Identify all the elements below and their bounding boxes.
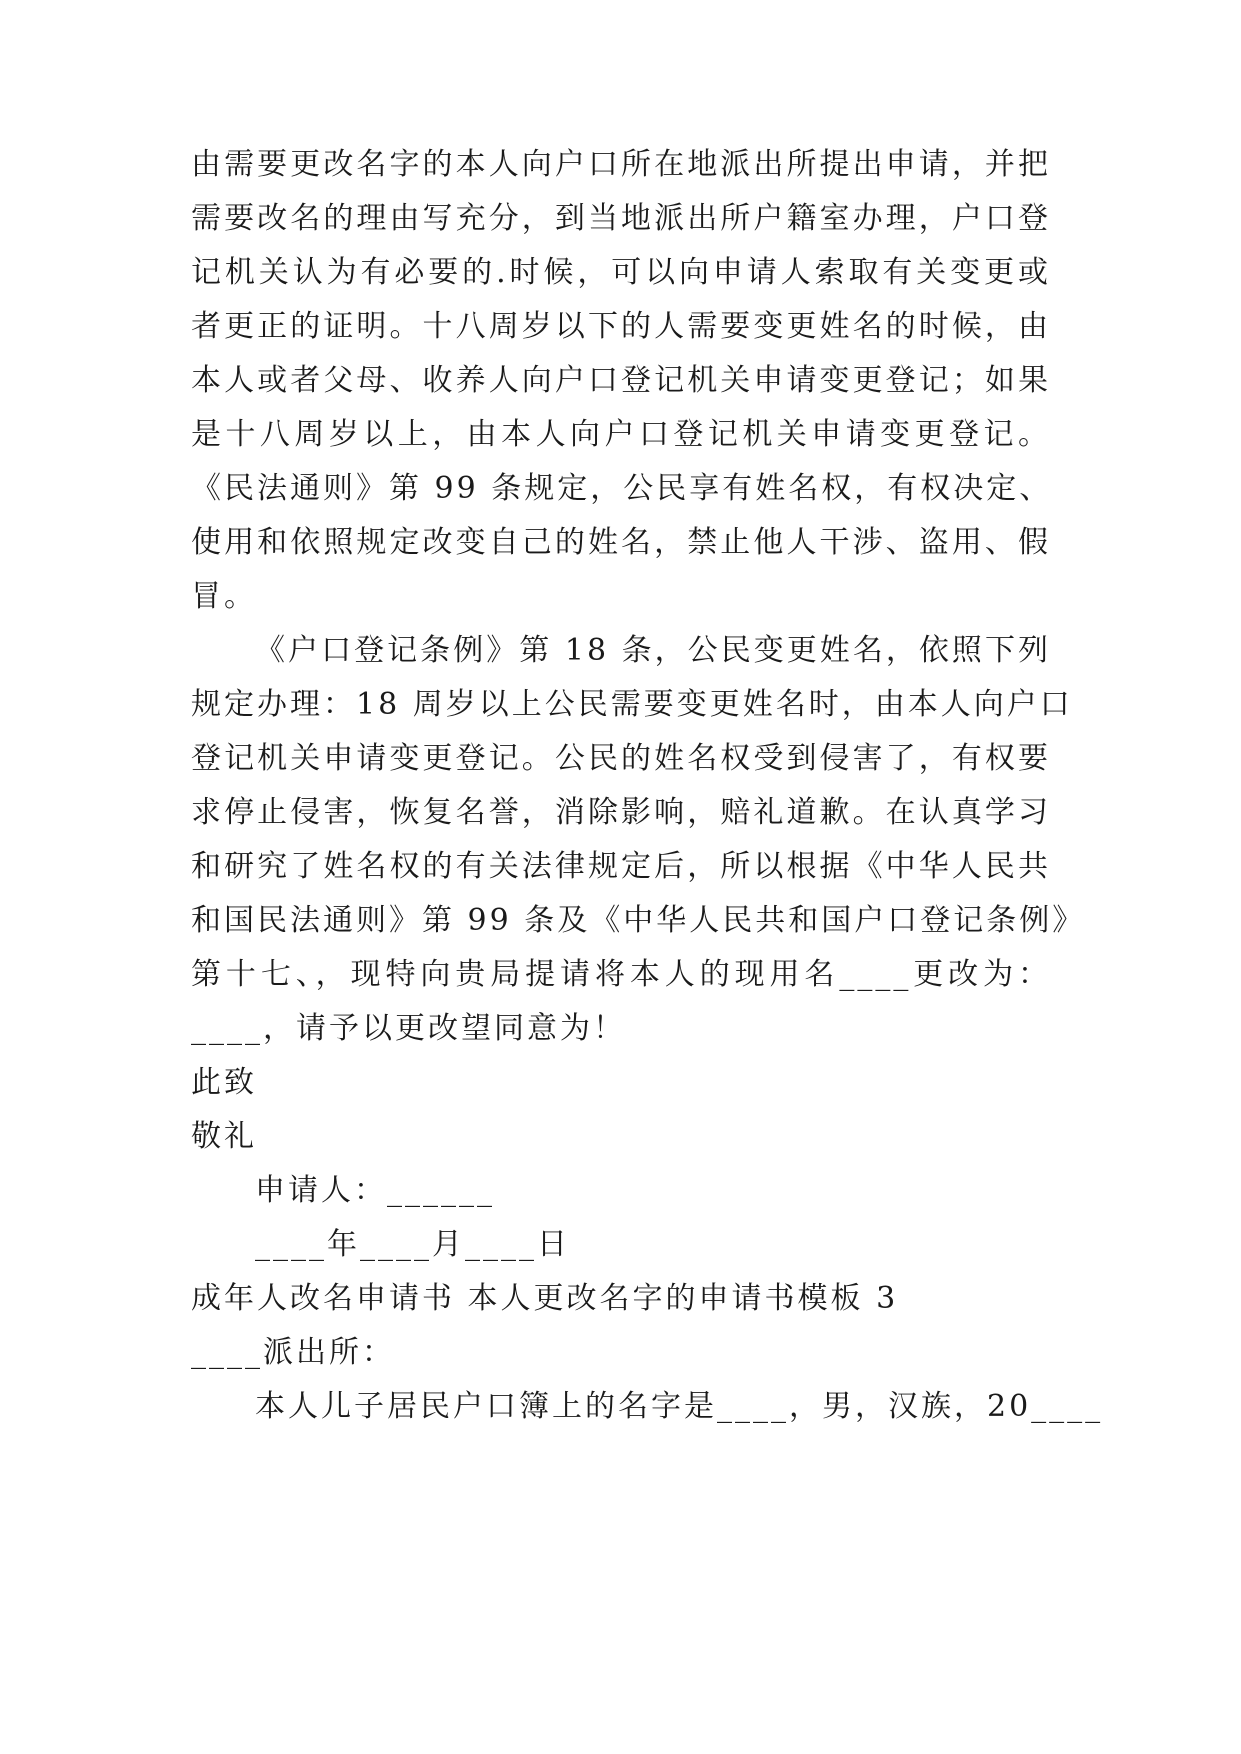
paragraph-line: 者更正的证明。十八周岁以下的人需要变更姓名的时候，由 bbox=[191, 309, 1051, 344]
paragraph-line: 规定办理：18 周岁以上公民需要变更姓名时，由本人向户口 bbox=[191, 687, 1073, 722]
paragraph-line: 和国民法通则》第 99 条及《中华人民共和国户口登记条例》 bbox=[191, 903, 1086, 938]
paragraph-line: 冒。 bbox=[191, 579, 257, 614]
applicant-line: 申请人：______ bbox=[255, 1173, 495, 1208]
paragraph-line: 使用和依照规定改变自己的姓名，禁止他人干涉、盗用、假 bbox=[191, 525, 1051, 560]
paragraph-line: 由需要更改名字的本人向户口所在地派出所提出申请，并把 bbox=[191, 147, 1051, 182]
paragraph-line: ____，请予以更改望同意为！ bbox=[191, 1011, 626, 1046]
paragraph-line: 是十八周岁以上，由本人向户口登记机关申请变更登记。 bbox=[191, 417, 1051, 452]
date-line: ____年____月____日 bbox=[255, 1227, 570, 1262]
paragraph-line: 本人儿子居民户口簿上的名字是____，男，汉族，20____ bbox=[255, 1389, 1104, 1424]
paragraph-line: 登记机关申请变更登记。公民的姓名权受到侵害了，有权要 bbox=[191, 741, 1051, 776]
paragraph-line: 求停止侵害，恢复名誉，消除影响，赔礼道歉。在认真学习 bbox=[191, 795, 1051, 830]
paragraph-line: 需要改名的理由写充分，到当地派出所户籍室办理，户口登 bbox=[191, 201, 1051, 236]
closing: 敬礼 bbox=[191, 1119, 257, 1154]
paragraph-line: 本人或者父母、收养人向户口登记机关申请变更登记；如果 bbox=[191, 363, 1051, 398]
addressee: ____派出所： bbox=[191, 1335, 395, 1370]
paragraph-line: 记机关认为有必要的.时候，可以向申请人索取有关变更或 bbox=[191, 255, 1051, 290]
section-title: 成年人改名申请书 本人更改名字的申请书模板 3 bbox=[191, 1281, 899, 1316]
paragraph-line: 《户口登记条例》第 18 条，公民变更姓名，依照下列 bbox=[255, 633, 1051, 668]
salutation: 此致 bbox=[191, 1065, 257, 1100]
paragraph-line: 第十七、，现特向贵局提请将本人的现用名____更改为： bbox=[191, 957, 1051, 992]
paragraph-line: 《民法通则》第 99 条规定，公民享有姓名权，有权决定、 bbox=[191, 471, 1053, 506]
paragraph-line: 和研究了姓名权的有关法律规定后，所以根据《中华人民共 bbox=[191, 849, 1051, 884]
